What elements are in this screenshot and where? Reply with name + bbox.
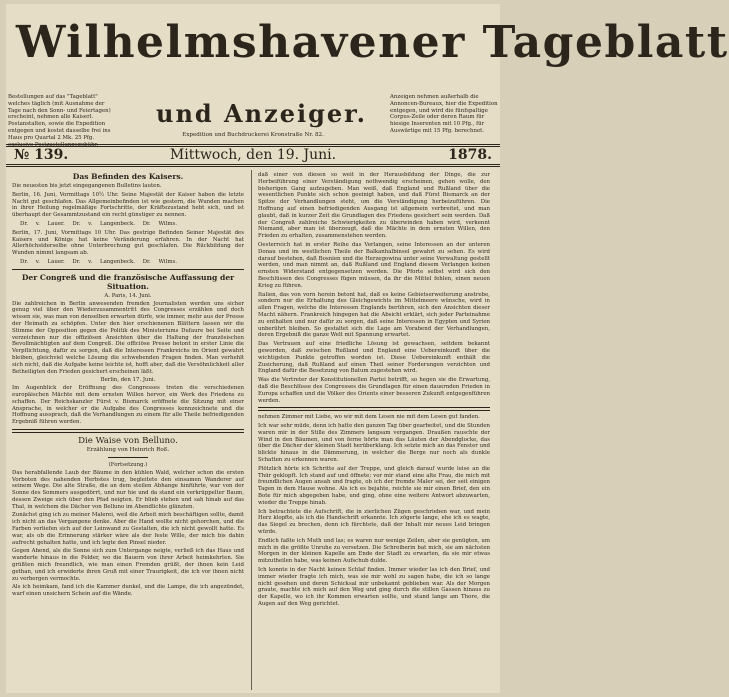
issue-year: 1878. (448, 147, 492, 163)
header-rule (6, 144, 500, 145)
paragraph: Was die Vertreter der Konstitutionellen Partei betrifft, so hegen sie die Erwartung, daß die Beschlüsse des Congresses die Grundlagen für einen dauernden Frieden in Europa schaffen und die Völker des Orients einer besseren Zukunft entgegenführen werden. (258, 377, 490, 404)
section-divider (12, 269, 244, 270)
section-title: Der Congreß und die französische Auffassung der Situation. (21, 272, 235, 291)
feuilleton-divider (12, 429, 244, 430)
paragraph: Die neuesten bis jetzt eingegangenen Bulletins lauten. (12, 183, 162, 189)
paragraph: Das herabfallende Laub der Bäume in den kühlen Wald, welcher schon die ersten Vorboten des nahenden Herbstes trug, begleitete den einsamen Wanderer auf seinem Wege. Die alte Straße, die an dem steilen Abhange hinführte, war von der Sonne des Sommers ausgedörrt, und nur hie und da stand ein verkrüppelter Baum, dessen Zweige sich über den Pfad neigten. Er blieb stehen und sah hinab auf das Thal, in welchem die Dächer von Belluno im Abendlichte glänzten. (12, 469, 244, 510)
paragraph: Gegen Abend, als die Sonne sich zum Untergange neigte, verließ ich das Haus und wanderte hinaus in die Felder, wo die Bauern von ihrer Arbeit heimkehrten. Sie grüßten mich freundlich, wie man einen Fremden grüßt, der ihnen kein Leid gethan, und ich erwiderte ihren Gruß mit einer Traurigkeit, die ich vor ihnen nicht zu verbergen vermochte. (12, 548, 244, 582)
feuilleton-subtitle: Erzählung von Heinrich Roß. (86, 446, 170, 453)
newspaper-page (6, 4, 729, 693)
paragraph: Das Vertrauen auf eine friedliche Lösung ist gewachsen, seitdem bekannt geworden, daß zwischen Rußland und England eine Uebereinkunft über die wichtigsten Punkte getroffen worden ist. Diese Uebereinkunft enthält die Zusicherung, daß Rußland auf einen Theil seiner Forderungen verzichten und England dafür die Besetzung von Batum zugestehen wird. (258, 341, 490, 375)
right-column (258, 172, 490, 690)
paragraph: Italien, das von vorn herein betont hat, daß es keine Gebietserweiterung anstrebe, sondern nur die Erhaltung des Gleichgewichts im Mittelmeere wünsche, wird in allen Fragen, welche die Interessen Englands berühren, sich den Ansichten dieser Macht nähern. Frankreich hingegen hat die Absicht erklärt, sich jeder Parteinahme zu enthalten und nur dafür zu sorgen, daß seine Interessen in Egypten und Syrien unberührt bleiben. So gestaltet sich die Lage am Vorabend der Verhandlungen, deren Ergebniß die ganze Welt mit Spannung erwartet. (258, 291, 490, 339)
masthead-title: Wilhelmshavener Tageblatt (16, 17, 729, 68)
signature-line: Dr. v. Lauer. Dr. v. Langenbeck. Dr. Wilms. (20, 220, 177, 227)
paragraph: Zunächst ging ich zu meiner Malerei, weil die Arbeit mich beschäftigen sollte, damit ich nicht an das Vergangene denke. Aber die Hand wollte nicht gehorchen, und die Farben verliefen sich auf der Leinwand zu Gestalten, die ich nicht gewollt hatte. Es war, als ob die Erinnerung stärker wäre als der feste Wille, der mich bis dahin aufrecht gehalten hatte, und ich legte den Pinsel nieder. (12, 512, 244, 546)
dateline: Berlin, den 17. Juni. (100, 377, 156, 384)
paragraph: Berlin, 16. Juni, Vormittags 10½ Uhr. Seine Majestät der Kaiser haben die letzte Nacht gut geschlafen. Das Allgemeinbefinden ist wie gestern, die Wunden machen in ihrer Heilung regelmäßige Fortschritte, der Kräftezustand hebt sich, und ist überhaupt der Gesammtzustand ein recht günstiger zu nennen. (12, 191, 244, 219)
section-title: Das Befinden des Kaisers. (72, 172, 184, 181)
left-column (12, 172, 244, 690)
paragraph: Ich betrachtete die Aufschrift, die in zierlichen Zügen geschrieben war, und mein Herz klopfte, als ich die Handschrift erkannte. Ich zögerte lange, ehe ich es wagte, das Siegel zu brechen, denn ich fürchtete, daß der Inhalt mir neues Leid bringen würde. (258, 508, 490, 536)
paragraph: Ich konnte in der Nacht keinen Schlaf finden. Immer wieder las ich den Brief, und immer wieder fragte ich mich, was sie mir wohl zu sagen habe, die ich so lange nicht gesehen und deren Schicksal mir unbekannt geblieben war. Als der Morgen graute, machte ich mich auf den Weg und ging durch die stillen Gassen hinaus zu der Kapelle, wo ich ihr Kommen erwarten sollte, und stand lange am Thore, die Augen auf den Weg gerichtet. (258, 567, 490, 608)
masthead-subtitle: und Anzeiger. (156, 99, 367, 128)
subscription-notice: Bestellungen auf das "Tageblatt" welches täglich (mit Ausnahme der Tage nach den Sonn- und Feiertagen) erscheint, nehmen alle Kaiserl. Postanstalten, sowie die Expedition entgegen und kostet dasselbe frei ins Haus pro Quartal 2 Mk. 25 Pfg. exclusive Postzustellungsgebühr. (8, 94, 111, 148)
feuilleton-divider (258, 407, 490, 408)
issue-number: № 139. (14, 147, 69, 163)
title-rule (108, 457, 148, 458)
header-rule (6, 164, 500, 165)
signature-line: Dr. v. Lauer. Dr. v. Langenbeck. Dr. Wilms. (20, 258, 177, 265)
paragraph: Endlich faßte ich Muth und las; es waren nur wenige Zeilen, aber sie genügten, um mich in die größte Unruhe zu versetzen. Die Schreiberin bat mich, sie am nächsten Morgen in der kleinen Kapelle am Ende der Stadt zu erwarten, da sie mir etwas mitzutheilen habe, was keinen Aufschub dulde. (258, 537, 490, 565)
paragraph: Oesterreich hat in erster Reihe das Verlangen, seine Interessen an der unteren Donau und im westlichen Theile der Balkanhalbinsel gewahrt zu sehen. Es wird darauf bestehen, daß Bosnien und die Herzegowina unter seine Verwaltung gestellt werden, und man nimmt an, daß Rußland und England diesem Verlangen keinen ernsten Widerstand entgegensetzen werden. Die Pforte selbst wird sich den Beschlüssen des Congresses fügen müssen, da ihr die Mittel fehlen, einen neuen Krieg zu führen. (258, 241, 490, 289)
paragraph: daß einer von diesen so weit in der Herausbildung der Dinge, die zur Herbeiführung einer Verständigung nothwendig erscheinen, gehen wolle, den bisherigen Gang aufzugeben. Man weiß, daß England und Rußland über die wesentlichen Punkte sich schon geeinigt haben, und daß Fürst Bismarck an der Spitze der Verhandlungen steht, um die Verständigung herbeizuführen. Die Hoffnung auf einen befriedigenden Ausgang ist allgemein verbreitet, und man glaubt, daß in kurzer Zeit die Grundlagen des Friedens gesichert sein werden. Daß der Congreß zahlreiche Schwierigkeiten zu überwinden haben wird, verkennt Niemand, aber man ist überzeugt, daß die Mächte in dem ernsten Willen, den Frieden zu erhalten, zusammenstehen werden. (258, 172, 490, 240)
paragraph: nehmen Zimmer mit Liebe, wo wir mit dem Lesen nie mit dem Lesen gut fanden. (258, 414, 480, 421)
publisher-line: Expedition und Buchdruckerei Kronstraße Nr. 82. (182, 132, 324, 138)
continuation-note: (Fortsetzung.) (108, 461, 148, 468)
paragraph: Berlin, 17. Juni, Vormittags 10 Uhr. Das gestrige Befinden Seiner Majestät des Kaisers und Königs hat keine Veränderung erfahren. In der Nacht hat Allerhöchstderselbe ohne Unterbrechung gut geschlafen. Die Rückbildung der Wunden nimmt langsam ab. (12, 229, 244, 257)
feuilleton-title: Die Waise von Belluno. (78, 435, 178, 446)
header-rule (6, 166, 500, 167)
paragraph: Im Augenblick der Eröffnung des Congresses treten die verschiedenen europäischen Mächte mit dem ernsten Willen hervor, ein Werk des Friedens zu schaffen. Der Reichskanzler Fürst v. Bismarck eröffnete die Sitzung mit einer Ansprache, in welcher er die Aufgabe des Congresses kennzeichnete und die Hoffnung aussprach, daß die Verhandlungen zu einem für alle Theile befriedigenden Ergebniß führen werden. (12, 385, 244, 426)
advertising-notice: Anzeigen nehmen außerhalb die Annoncen-Bureaux, hier die Expedition entgegen, und wird die fünfspaltige Corpus-Zeile oder deren Raum für hiesige Inserenten mit 10 Pfg., für Auswärtige mit 15 Pfg. berechnet. (390, 94, 498, 134)
paragraph: Als ich heimkam, fand ich die Kammer dunkel, und die Lampe, die ich angezündet, warf einen unsichern Schein auf die Wände. (12, 584, 244, 598)
dateline: A. Paris, 14. Juni. (104, 292, 152, 299)
paragraph: Die zahlreichen in Berlin anwesenden fremden Journalisten werden uns sicher genug viel über den Wiederzusammentritt des Congresses erzählen und doch wissen sie, was man von denselben erwarten dürfe, wie immer, mehr aus der Presse der Heimath zu schöpfen. Unter den hier erschienenen Blättern lassen wir die Stimme der Opposition gegen die Politik des Ministeriums Dufaure bei Seite und verzeichnen nur die offiziösen Ansichten über die Haltung der französischen Bevollmächtigten auf dem Congreß. Die officiöse Presse betont in erster Linie die Verpflichtung, dafür zu sorgen, daß die Interessen Frankreichs im Orient gewahrt bleiben, gleichviel welche Lösung die schwebenden Fragen finden. Man verhehlt sich nicht, daß die Aufgabe keine leichte ist, hofft aber, daß die Versöhnlichkeit aller Betheiligten den Frieden gesichert erscheinen läßt. (12, 300, 244, 375)
issue-date: Mittwoch, den 19. Juni. (169, 147, 337, 163)
column-divider (251, 170, 252, 690)
paragraph: Ich war sehr müde, denn ich hatte den ganzen Tag über gearbeitet, und die Stunden waren mir in der Stille des Zimmers langsam vergangen. Draußen rauschte der Wind in den Bäumen, und von ferne hörte man das Läuten der Abendglocke, das über die Dächer der kleinen Stadt herüberklang. Ich setzte mich an das Fenster und blickte hinaus in die Dämmerung, in welcher die Berge nur noch als dunkle Schatten zu erkennen waren. (258, 423, 490, 464)
paragraph: Plötzlich hörte ich Schritte auf der Treppe, und gleich darauf wurde leise an die Thür geklopft. Ich stand auf und öffnete; vor mir stand eine alte Frau, die mich mit freundlichen Augen ansah und fragte, ob ich der fremde Maler sei, der seit einigen Tagen in dem Hause wohne. Als ich es bejahte, reichte sie mir einen Brief, den ein Bote für mich abgegeben habe, und ging, ohne eine weitere Antwort abzuwarten, wieder die Treppe hinab. (258, 465, 490, 506)
